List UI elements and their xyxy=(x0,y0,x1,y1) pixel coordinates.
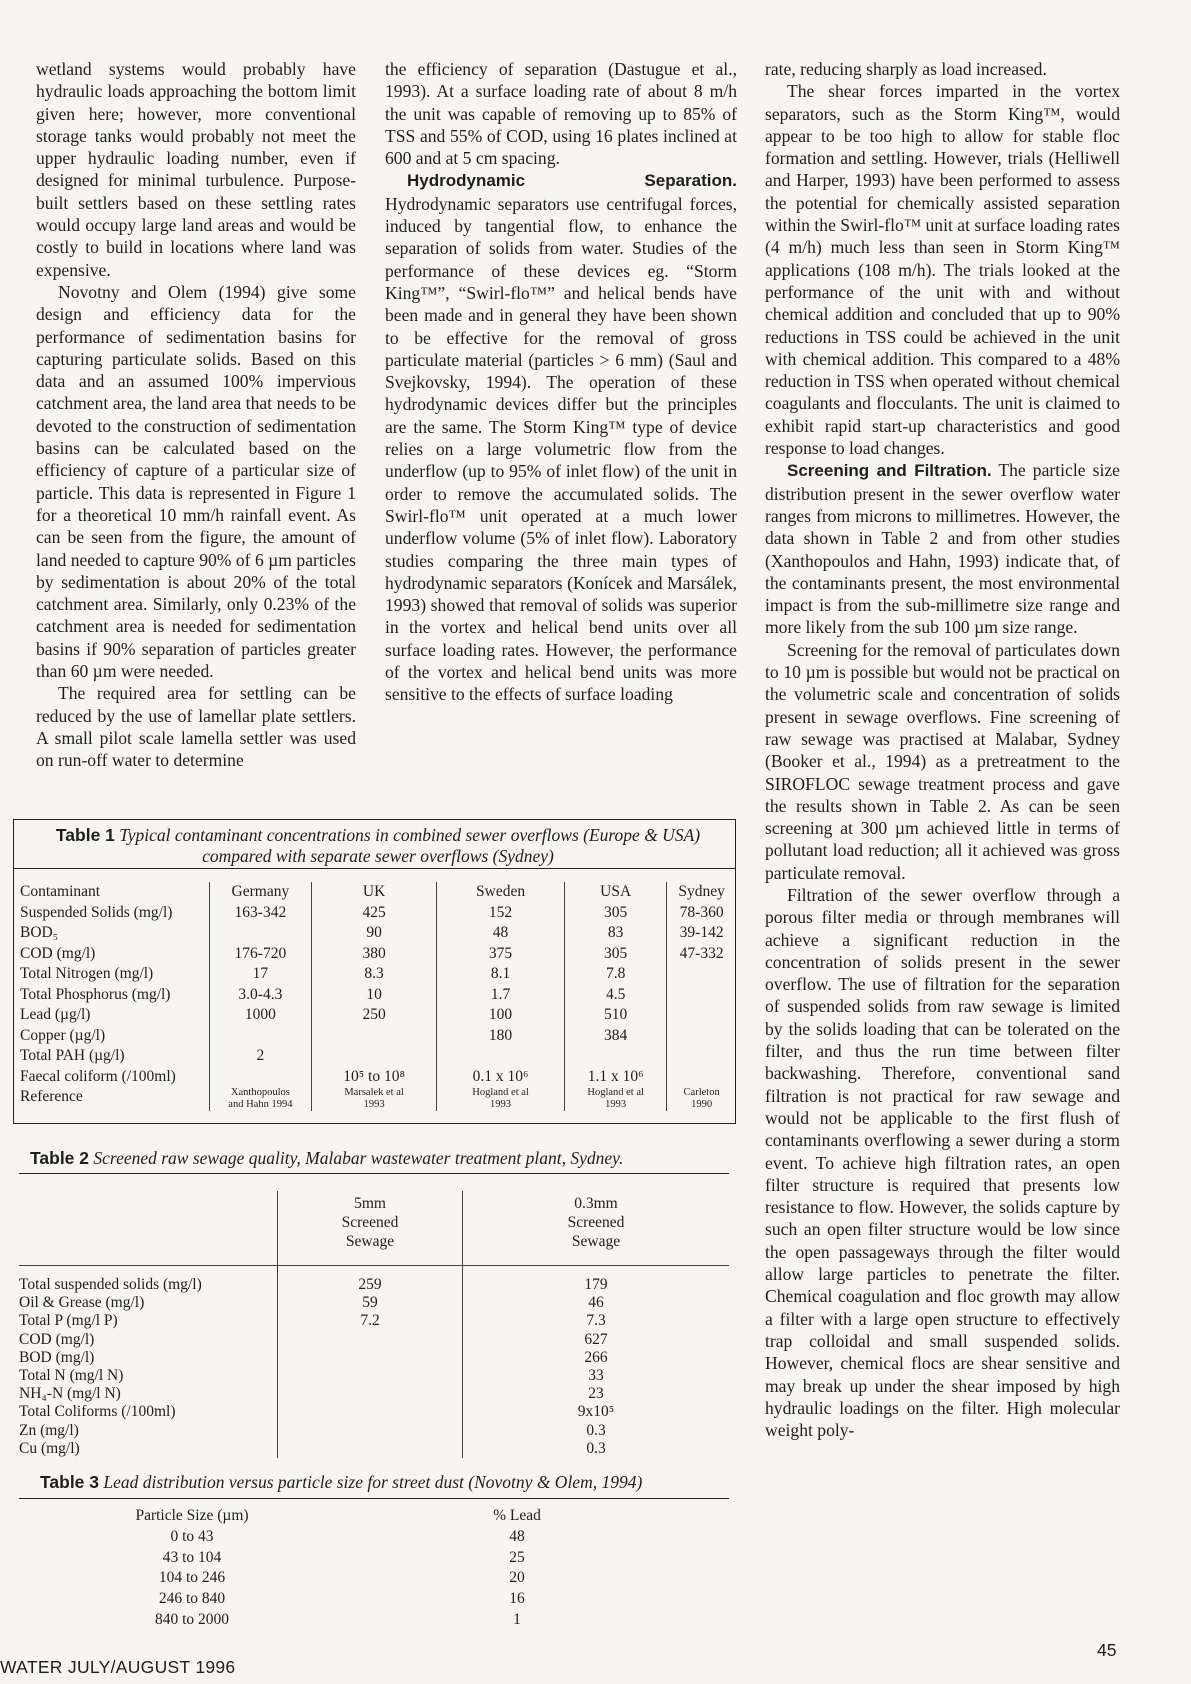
table-row xyxy=(40,1568,690,1589)
table-row xyxy=(19,1312,729,1330)
header-line: Sewage xyxy=(571,1233,621,1250)
table-1-label: Table 1 xyxy=(55,825,115,845)
table-row xyxy=(19,1294,729,1312)
table-row xyxy=(20,1046,736,1067)
table-2-label: Table 2 xyxy=(30,1148,90,1168)
table-row xyxy=(20,1026,736,1047)
table-cell xyxy=(312,1046,437,1067)
table-cell: 179 xyxy=(463,1266,730,1295)
paragraph-text: The particle size distribution present in the sewer overflow water ranges from microns to millimetres. However, the data shown in Table 2 and from other studies (Xanthopoulos and Hahn, 1993) indicate that, of the contaminants present, the most environmental impact is from the sub-millimetre size range and more likely from the sub 100 µm size range. xyxy=(765,460,1120,638)
column-header: UK xyxy=(312,882,437,903)
section-heading-screening: Screening and Filtration. xyxy=(787,461,992,481)
table-cell: Total P (mg/l P) xyxy=(19,1312,118,1330)
column-header xyxy=(278,1191,463,1266)
reference-line: 1990 xyxy=(691,1099,713,1110)
table-cell: 100 xyxy=(437,1005,565,1026)
table-cell: 7.8 xyxy=(565,964,667,985)
table-row xyxy=(19,1331,729,1349)
table-cell xyxy=(278,1422,463,1440)
table-cell: Oil & Grease (mg/l) xyxy=(19,1294,145,1312)
table-cell: 16 xyxy=(509,1590,525,1608)
table-header-row xyxy=(40,1506,690,1527)
table-row xyxy=(20,964,736,985)
table-cell xyxy=(312,1026,437,1047)
table-row-reference xyxy=(20,1087,736,1111)
table-cell: BOD (mg/l) xyxy=(19,1348,95,1366)
column-header: Contaminant xyxy=(20,883,101,900)
paragraph: Hydrodynamic separators use centrifugal forces, induced by tangential flow, to enhance the separation of solids from water. Studies of the performance of these devices eg. “Storm King™”, “Swirl-flo™” and helical bends have been made and in general they have been shown to be effective for the removal of gross particulate material (particles > 6 mm) (Saul and Svejkovsky, 1994). The operation of these hydrodynamic devices differ but the principles are the same. The Storm King™ type of device relies on a large volumetric flow from the underflow (up to 95% of inlet flow) of the unit in order to remove the accumulated solids. The Swirl-flo™ unit operated at a much lower underflow volume (5% of inlet flow). Laboratory studies comparing the three main types of hydrodynamic separators (Konícek and Marsálek, 1993) showed that removal of solids was superior in the vortex and helical bend units over all surface loading rates. However, the performance of the vortex and helical bend units was more sensitive to the effects of surface loading xyxy=(385,193,737,705)
table-cell xyxy=(667,1026,736,1047)
table-row xyxy=(20,1067,736,1088)
table-cell: 33 xyxy=(463,1367,730,1385)
table-cell: 0.1 x 10⁶ xyxy=(437,1067,565,1088)
table-1-caption xyxy=(20,825,736,867)
table-header-row xyxy=(19,1191,729,1266)
table-cell: 0.3 xyxy=(463,1440,730,1458)
table-cell: 10⁵ to 10⁸ xyxy=(312,1067,437,1088)
header-line: Screened xyxy=(341,1214,399,1231)
table-row xyxy=(20,985,736,1006)
table-cell xyxy=(667,1005,736,1026)
table-cell: 10 xyxy=(312,985,437,1006)
divider xyxy=(19,1498,729,1499)
column-header: USA xyxy=(565,882,667,903)
table-row xyxy=(20,923,736,944)
paragraph: Novotny and Olem (1994) give some design and efficiency data for the performance of sedimentation basins for capturing particulate solids. Based on this data and an assumed 100% impervious catchment area, the land area that needs to be devoted to the construction of sedimentation basins can be calculated based on the efficiency of capture of a particular size of particle. This data is represented in Figure 1 for a theoretical 10 mm/h rainfall event. As can be seen from the figure, the amount of land needed to capture 90% of 6 µm particles by sedimentation is about 20% of the total catchment area. Similarly, only 0.23% of the catchment area is needed for sedimentation basins if 90% separation of particles greater than 60 µm were needed. xyxy=(36,281,356,682)
table-3-caption xyxy=(40,1472,720,1493)
table-cell: 104 to 246 xyxy=(158,1569,226,1587)
table-3-body xyxy=(40,1506,690,1631)
header-line: Screened xyxy=(567,1214,625,1231)
table-cell xyxy=(278,1403,463,1421)
table-cell: 83 xyxy=(565,923,667,944)
table-cell xyxy=(278,1331,463,1349)
paragraph: Filtration of the sewer overflow through a porous filter media or through membranes will achieve a significant reduction in the concentration of solids present in the sewer overflow. The use of filtration for the separation of suspended solids from raw sewage is limited by the solids loading that can be tolerated on the filter, and thus the run time between filter backwashing. Therefore, conventional sand filtration is not practical for raw sewage and would not be applicable to the first flush of contaminants overflowing a sewer during a storm event. To achieve high filtration rates, an open filter structure is required that presents low resistance to flow. However, the solids capture by such an open filter structure would be low since the open passageways through the filter would allow large particles to penetrate the filter. Chemical coagulation and floc growth may allow a filter with a large open structure to effectively trap colloidal and small suspended solids. However, chemical flocs are shear sensitive and may break up under the shear imposed by high hydraulic loadings on the filter. High molecular weight poly- xyxy=(765,884,1120,1441)
column-1 xyxy=(36,58,356,772)
reference-line: 1993 xyxy=(490,1099,512,1110)
table-row xyxy=(40,1548,690,1569)
table-cell xyxy=(209,923,311,944)
table-cell: 78-360 xyxy=(667,903,736,924)
table-cell: 246 to 840 xyxy=(158,1590,226,1608)
column-3 xyxy=(765,58,1120,1441)
paragraph: the efficiency of separation (Dastugue et al., 1993). At a surface loading rate of about 8 m/h the unit was capable of removing up to 85% of TSS and 55% of COD, using 16 plates inclined at 600 and at 5 cm spacing. xyxy=(385,59,737,169)
header-line: Sewage xyxy=(345,1233,395,1250)
table-cell: 425 xyxy=(312,903,437,924)
table-cell: 39-142 xyxy=(667,923,736,944)
reference-line: Hogland et al xyxy=(472,1087,529,1098)
table-3-label: Table 3 xyxy=(40,1472,100,1492)
table-cell: 380 xyxy=(312,944,437,965)
table-cell xyxy=(278,1349,463,1367)
table-cell xyxy=(278,1440,463,1458)
table-cell: 8.3 xyxy=(312,964,437,985)
table-cell xyxy=(278,1385,463,1403)
table-row xyxy=(40,1527,690,1548)
table-row xyxy=(19,1349,729,1367)
table-cell: 9x10⁵ xyxy=(463,1403,730,1421)
table-cell: Total Nitrogen (mg/l) xyxy=(20,965,154,982)
table-row xyxy=(19,1440,729,1458)
table-cell: 25 xyxy=(509,1548,525,1566)
divider xyxy=(19,1173,729,1174)
table-cell xyxy=(209,1026,311,1047)
reference-line: and Hahn 1994 xyxy=(228,1099,293,1110)
reference-cell xyxy=(667,1087,736,1111)
page-number: 45 xyxy=(1097,1640,1117,1660)
table-cell xyxy=(19,1191,278,1266)
reference-cell xyxy=(437,1087,565,1111)
paragraph: The shear forces imparted in the vortex separators, such as the Storm King™, would appear to be too high to allow for stable floc formation and settling. However, trials (Helliwell and Harper, 1993) have been performed to assess the potential for chemically assisted separation within the Swirl-flo™ unit at surface loading rates (4 m/h) much less than seen in Storm King™ applications (108 m/h). The trials looked at the performance of the unit with and without chemical addition and concluded that up to 90% reductions in TSS could be achieved in the unit with chemical addition. This compared to a 48% reduction in TSS when operated without chemical coagulants and flocculants. The unit is claimed to exhibit rapid start-up characteristics and good response to load changes. xyxy=(765,81,1120,459)
table-row xyxy=(20,1005,736,1026)
table-cell: 59 xyxy=(278,1294,463,1312)
column-header: Sweden xyxy=(437,882,565,903)
table-row xyxy=(19,1403,729,1421)
table-cell: 152 xyxy=(437,903,565,924)
table-cell: 8.1 xyxy=(437,964,565,985)
table-cell: 0.3 xyxy=(463,1422,730,1440)
table-cell: 23 xyxy=(463,1385,730,1403)
table-cell: 20 xyxy=(509,1569,525,1587)
table-cell: 1 xyxy=(513,1610,521,1628)
section-heading-hydrodynamic: Hydrodynamic Separation. xyxy=(407,171,737,191)
table-cell: Total Coliforms (/100ml) xyxy=(19,1403,176,1421)
reference-line: 1993 xyxy=(605,1099,627,1110)
table-cell: Reference xyxy=(20,1088,83,1105)
paragraph: wetland systems would probably have hydraulic loads approaching the bottom limit given here; however, more conventional storage tanks would probably not meet the upper hydraulic loading number, even if designed for minimal turbulence. Purpose-built settlers based on these settling rates would occupy large land areas and would be costly to build in locations where land was expensive. xyxy=(36,59,356,280)
table-cell: 375 xyxy=(437,944,565,965)
table-cell: Total N (mg/l N) xyxy=(19,1367,124,1385)
table-cell: 627 xyxy=(463,1331,730,1349)
reference-line: Hogland et al xyxy=(587,1087,644,1098)
table-cell xyxy=(667,985,736,1006)
reference-cell xyxy=(209,1087,311,1111)
footer: WATER JULY/AUGUST 1996 xyxy=(0,1657,236,1677)
reference-line: Marsalek et al xyxy=(344,1087,404,1098)
table-2-caption-text: Screened raw sewage quality, Malabar wastewater treatment plant, Sydney. xyxy=(93,1148,624,1168)
table-cell: COD (mg/l) xyxy=(19,1330,95,1348)
table-cell: 305 xyxy=(565,903,667,924)
paragraph: rate, reducing sharply as load increased. xyxy=(765,59,1047,79)
table-2-caption xyxy=(30,1148,730,1169)
table-row xyxy=(40,1610,690,1631)
table-cell: 1000 xyxy=(209,1005,311,1026)
table-cell: 840 to 2000 xyxy=(154,1610,230,1628)
table-cell: 48 xyxy=(509,1527,525,1545)
table-cell: NH₄-N (mg/l N) xyxy=(19,1385,121,1403)
table-cell: Zn (mg/l) xyxy=(19,1421,79,1439)
table-cell: 510 xyxy=(565,1005,667,1026)
table-cell xyxy=(437,1046,565,1067)
table-row xyxy=(19,1266,729,1295)
table-cell: Copper (µg/l) xyxy=(20,1026,106,1044)
column-header: % Lead xyxy=(493,1507,541,1524)
column-header: Germany xyxy=(209,882,311,903)
table-cell: 46 xyxy=(463,1294,730,1312)
table-cell: Cu (mg/l) xyxy=(19,1439,80,1457)
table-3-caption-text: Lead distribution versus particle size for street dust (Novotny & Olem, 1994) xyxy=(103,1472,643,1492)
table-3 xyxy=(40,1506,690,1631)
table-cell: 3.0-4.3 xyxy=(209,985,311,1006)
table-cell: 7.2 xyxy=(278,1312,463,1330)
table-cell: 250 xyxy=(312,1005,437,1026)
table-row xyxy=(20,944,736,965)
table-cell: 163-342 xyxy=(209,903,311,924)
table-row xyxy=(20,903,736,924)
table-row xyxy=(40,1589,690,1610)
table-1 xyxy=(20,882,736,1111)
table-cell: Total Phosphorus (mg/l) xyxy=(20,985,171,1003)
table-cell: 4.5 xyxy=(565,985,667,1006)
divider xyxy=(13,868,736,869)
table-cell: Faecal coliform (/100ml) xyxy=(20,1067,176,1085)
header-line: 0.3mm xyxy=(574,1195,618,1212)
reference-line: 1993 xyxy=(363,1099,385,1110)
reference-cell xyxy=(312,1087,437,1111)
table-cell: 0 to 43 xyxy=(170,1527,214,1545)
reference-line: Carleton xyxy=(683,1087,720,1098)
table-cell: Total suspended solids (mg/l) xyxy=(19,1276,202,1293)
table-cell: COD (mg/l) xyxy=(20,944,96,962)
table-cell: Suspended Solids (mg/l) xyxy=(20,903,173,921)
table-cell: 1.1 x 10⁶ xyxy=(565,1067,667,1088)
table-cell xyxy=(667,1067,736,1088)
table-cell: 176-720 xyxy=(209,944,311,965)
header-line: 5mm xyxy=(354,1195,386,1212)
table-cell: 7.3 xyxy=(463,1312,730,1330)
table-row xyxy=(19,1367,729,1385)
table-cell xyxy=(209,1067,311,1088)
column-header: Sydney xyxy=(667,882,736,903)
table-row xyxy=(19,1385,729,1403)
table-header-row xyxy=(20,882,736,903)
column-header xyxy=(463,1191,730,1266)
table-cell xyxy=(278,1367,463,1385)
table-cell: 2 xyxy=(209,1046,311,1067)
table-cell xyxy=(667,1046,736,1067)
table-cell: 90 xyxy=(312,923,437,944)
table-cell: Lead (µg/l) xyxy=(20,1006,91,1023)
table-cell: 17 xyxy=(209,964,311,985)
table-cell: 305 xyxy=(565,944,667,965)
paragraph: The required area for settling can be reduced by the use of lamellar plate settlers. A small pilot scale lamella settler was used on run-off water to determine xyxy=(36,683,356,771)
table-1-caption-line1: Typical contaminant concentrations in combined sewer overflows (Europe & USA) xyxy=(119,825,701,845)
table-cell: 259 xyxy=(278,1266,463,1295)
table-row xyxy=(19,1422,729,1440)
table-cell: 1.7 xyxy=(437,985,565,1006)
table-cell: 384 xyxy=(565,1026,667,1047)
table-cell: 180 xyxy=(437,1026,565,1047)
table-2-body xyxy=(19,1191,729,1458)
table-cell: 47-332 xyxy=(667,944,736,965)
table-cell: 266 xyxy=(463,1349,730,1367)
column-2 xyxy=(385,58,737,706)
table-1-caption-line2: compared with separate sewer overflows (Sydney) xyxy=(202,846,554,866)
table-cell: 43 to 104 xyxy=(162,1548,222,1566)
table-cell: BOD₅ xyxy=(20,924,59,941)
table-cell: Total PAH (µg/l) xyxy=(20,1047,125,1064)
reference-line: Xanthopoulos xyxy=(230,1087,290,1098)
paragraph: Screening for the removal of particulates down to 10 µm is possible but would not be practical on the volumetric scale and concentration of solids present in sewage overflows. Fine screening of raw sewage was practised at Malabar, Sydney (Booker et al., 1994) as a pretreatment to the SIROFLOC sewage treatment process and gave the results shown in Table 2. As can be seen screening at 300 µm achieved little in terms of pollutant load reduction; all it achieved was gross particulate removal. xyxy=(765,639,1120,883)
table-cell xyxy=(667,964,736,985)
table-2 xyxy=(19,1191,729,1458)
column-header: Particle Size (µm) xyxy=(135,1507,249,1524)
reference-cell xyxy=(565,1087,667,1111)
table-cell xyxy=(565,1046,667,1067)
table-cell: 48 xyxy=(437,923,565,944)
table-1-body xyxy=(20,882,736,1111)
